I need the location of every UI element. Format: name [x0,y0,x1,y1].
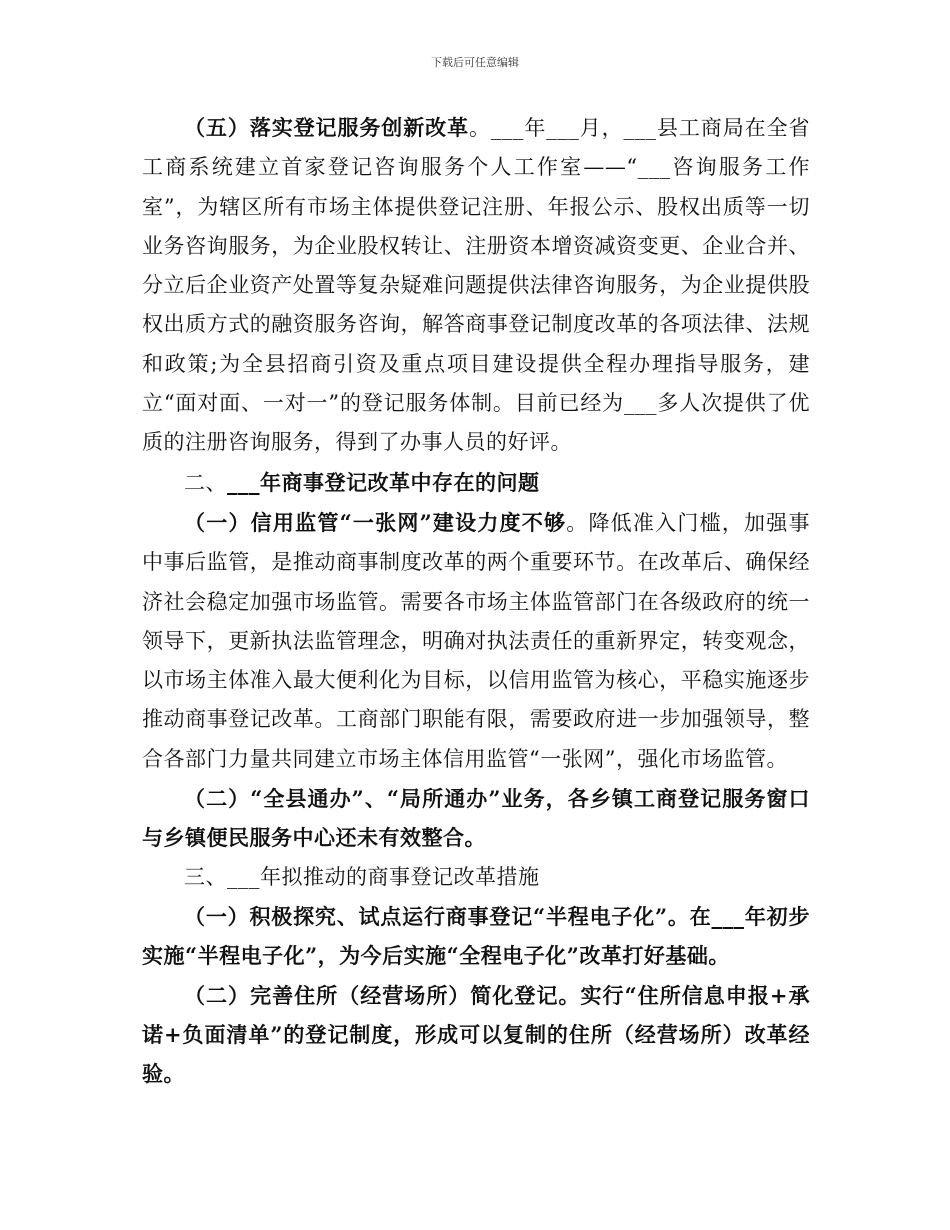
section-heading-problems [142,463,810,503]
heading-prefix: 二、 [184,470,227,495]
paragraph-registration-service-reform [142,108,810,463]
page-header: 下载后可任意编辑 [431,56,519,69]
section-heading-measures: 三、___年拟推动的商事登记改革措施 [184,864,540,889]
paragraph-lead: （五）落实登记服务创新改革 [184,115,469,140]
paragraph-body: 。___年___月，___县工商局在全省工商系统建立首家登记咨询服务个人工作室——“___咨询服务工作室”，为辖区所有市场主体提供登记注册、年报公示、股权出质等一切业务咨询服务，为企业股权转让、注册资本增资减资变更、企业合并、分立后企业资产处置等复杂疑难问题提供法律咨询服务，为企业提供股权出质方式的融资服务咨询，解答商事登记制度改革的各项法律、法规和政策;为全县招商引资及重点项目建设提供全程办理指导服务，建立“面对面、一对一”的登记服务体制。目前已经为___多人次提供了优质的注册咨询服务，得到了办事人员的好评。 [142,116,810,455]
heading-title: ___年商事登记改革中存在的问题 [227,469,540,495]
paragraph-body: 。降低准入门槛，加强事中事后监管，是推动商事制度改革的两个重要环节。在改革后、确保经济社会稳定加强市场监管。需要各市场主体监管部门在各级政府的统一领导下，更新执法监管理念，明确对执法责任的重新界定，转变观念，以市场主体准入最大便利化为目标，以信用监管为核心，平稳实施逐步推动商事登记改革。工商部门职能有限，需要政府进一步加强领导，整合各部门力量共同建立市场主体信用监管“一张网”，强化市场监管。 [142,510,810,771]
paragraph-county-wide-service: （二）“全县通办”、“局所通办”业务，各乡镇工商登记服务窗口与乡镇便民服务中心还未有效整合。 [142,786,810,851]
paragraph-credit-supervision [142,503,810,779]
paragraph-lead: （一）信用监管“一张网”建设力度不够 [184,509,567,535]
paragraph-half-electronic: （一）积极探究、试点运行商事登记“半程电子化”。在___年初步实施“半程电子化”，为今后实施“全程电子化”改革打好基础。 [142,903,810,969]
paragraph-address-registration: （二）完善住所（经营场所）简化登记。实行“住所信息申报+承诺+负面清单”的登记制度，形成可以复制的住所（经营场所）改革经验。 [142,982,810,1087]
document-body [142,108,810,1093]
